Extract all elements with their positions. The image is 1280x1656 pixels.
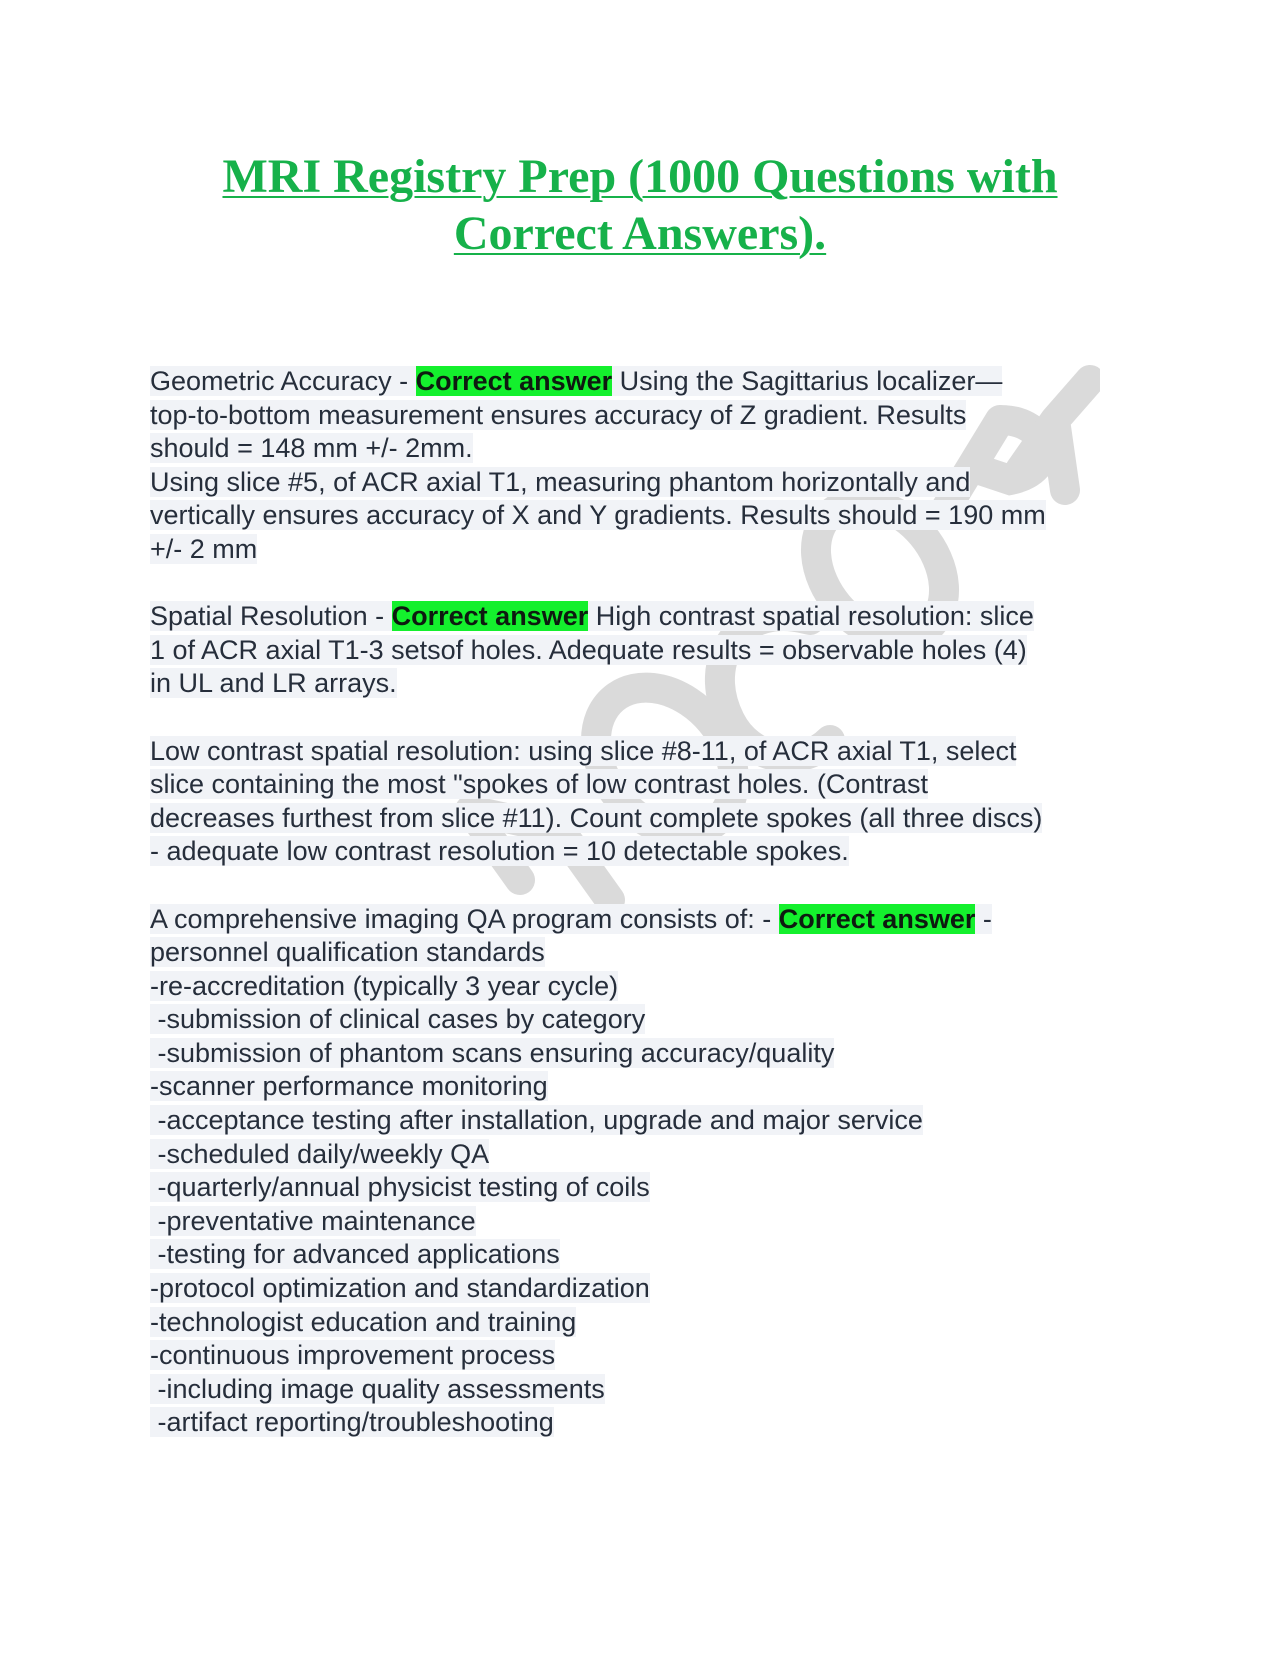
document-body (150, 365, 1130, 1440)
answer-line: - adequate low contrast resolution = 10 detectable spokes. (150, 836, 849, 867)
paragraph-gap (150, 869, 1130, 903)
question-text: Geometric Accuracy - (150, 366, 416, 396)
list-item: -preventative maintenance (150, 1205, 476, 1236)
paragraph-gap (150, 567, 1130, 601)
answer-line: 1 of ACR axial T1-3 setsof holes. Adequate results = observable holes (4) (150, 634, 1027, 665)
title-line-2: Correct Answers). (453, 207, 827, 260)
document-title (150, 148, 1130, 262)
title-line-1: MRI Registry Prep (1000 Questions with (222, 150, 1058, 203)
qa-spatial-resolution (150, 600, 1130, 701)
list-item: -acceptance testing after installation, upgrade and major service (150, 1105, 923, 1136)
question-text: A comprehensive imaging QA program consists of: - (150, 903, 779, 934)
correct-answer-label: Correct answer (778, 903, 976, 934)
list-item: -scheduled daily/weekly QA (150, 1138, 490, 1169)
qa-geometric-accuracy (150, 365, 1130, 567)
answer-text: High contrast spatial resolution: slice (588, 601, 1034, 632)
answer-line: slice containing the most "spokes of low contrast holes. (Contrast (150, 769, 928, 800)
list-item: -testing for advanced applications (150, 1239, 560, 1270)
list-item: -submission of phantom scans ensuring accuracy/quality (150, 1037, 835, 1068)
qa-first-line (150, 903, 1130, 937)
qa-first-line (150, 365, 1130, 399)
correct-answer-label: Correct answer (391, 601, 589, 632)
question-text: Spatial Resolution - (150, 601, 392, 632)
list-item: -submission of clinical cases by category (150, 1004, 646, 1035)
answer-line: Using slice #5, of ACR axial T1, measuring phantom horizontally and (150, 466, 971, 497)
list-item: -re-accreditation (typically 3 year cycle) (150, 970, 619, 1001)
answer-line: +/- 2 mm (150, 533, 258, 564)
answer-line: decreases furthest from slice #11). Count complete spokes (all three discs) (150, 802, 1043, 833)
paragraph-gap (150, 701, 1130, 735)
qa-qa-program (150, 903, 1130, 1441)
answer-line: in UL and LR arrays. (150, 668, 397, 699)
correct-answer-label: Correct answer (415, 366, 613, 396)
list-item: -including image quality assessments (150, 1373, 605, 1404)
list-item: personnel qualification standards (150, 937, 545, 968)
list-item: -continuous improvement process (150, 1340, 556, 1371)
list-item: -protocol optimization and standardization (150, 1273, 650, 1304)
answer-line: top-to-bottom measurement ensures accuracy of Z gradient. Results (150, 399, 967, 430)
answer-text: - (975, 903, 992, 934)
answer-line: vertically ensures accuracy of X and Y gradients. Results should = 190 mm (150, 500, 1046, 531)
list-item: -scanner performance monitoring (150, 1071, 548, 1102)
qa-first-line (150, 600, 1130, 634)
answer-text: Using the Sagittarius localizer— (612, 366, 1003, 396)
answer-line: should = 148 mm +/- 2mm. (150, 433, 473, 464)
list-item: -technologist education and training (150, 1306, 577, 1337)
list-item: -quarterly/annual physicist testing of coils (150, 1172, 650, 1203)
list-item: -artifact reporting/troubleshooting (150, 1407, 554, 1438)
answer-line: Low contrast spatial resolution: using slice #8-11, of ACR axial T1, select (150, 735, 1017, 766)
low-contrast-paragraph (150, 735, 1130, 869)
